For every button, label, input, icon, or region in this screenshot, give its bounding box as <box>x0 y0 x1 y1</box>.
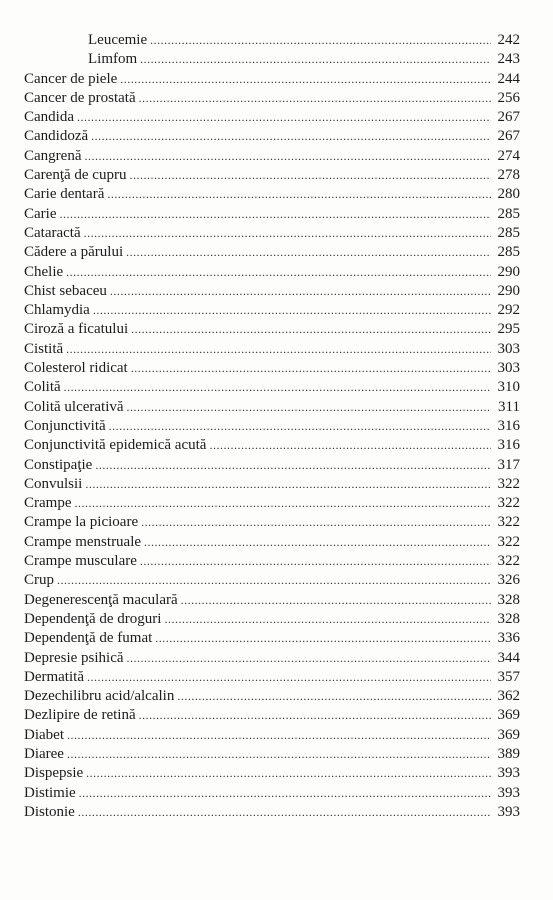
toc-entry <box>24 610 520 629</box>
toc-entry <box>24 513 520 532</box>
toc-entry-page-number: 278 <box>497 167 520 184</box>
dot-leader <box>78 803 491 822</box>
dot-leader <box>139 89 491 108</box>
toc-entry-page-number: 280 <box>497 186 520 203</box>
dot-leader <box>164 610 491 629</box>
dot-leader <box>67 726 491 745</box>
toc-entry <box>24 243 520 262</box>
toc-entry-title: Candidoză <box>24 128 89 145</box>
toc-entry-title: Dispepsie <box>24 765 84 782</box>
toc-entry-title: Cataractă <box>24 224 81 241</box>
toc-entry <box>24 108 520 127</box>
dot-leader <box>126 243 491 262</box>
dot-leader <box>91 127 491 146</box>
toc-entry-page-number: 317 <box>497 456 520 473</box>
toc-entry-page-number: 393 <box>497 784 520 801</box>
toc-entry-title: Convulsii <box>24 475 83 492</box>
toc-entry <box>24 224 520 243</box>
dot-leader <box>74 494 491 513</box>
toc-entry-page-number: 328 <box>497 610 520 627</box>
toc-entry <box>24 456 520 475</box>
toc-entry-page-number: 256 <box>497 89 520 106</box>
toc-entry-title: Colesterol ridicat <box>24 360 128 377</box>
toc-entry-page-number: 316 <box>497 417 520 434</box>
toc-entry-title: Colită ulcerativă <box>24 398 124 415</box>
toc-subentry <box>24 31 520 50</box>
toc-entry-page-number: 322 <box>497 495 520 512</box>
toc-entry-page-number: 328 <box>497 591 520 608</box>
toc-entry-page-number: 362 <box>497 688 520 705</box>
toc-entry <box>24 166 520 185</box>
toc-entry-title: Cistită <box>24 340 64 357</box>
toc-entry <box>24 301 520 320</box>
dot-leader <box>59 205 491 224</box>
toc-entry-page-number: 322 <box>497 475 520 492</box>
dot-leader <box>177 687 491 706</box>
toc-entry-page-number: 316 <box>497 437 520 454</box>
dot-leader <box>127 398 491 417</box>
dot-leader <box>95 456 491 475</box>
toc-entry <box>24 127 520 146</box>
toc-entry-page-number: 267 <box>497 128 520 145</box>
toc-entry-title: Crup <box>24 572 54 589</box>
dot-leader <box>139 706 491 725</box>
dot-leader <box>107 185 491 204</box>
toc-entry <box>24 629 520 648</box>
toc-entry <box>24 398 520 417</box>
dot-leader <box>150 31 491 50</box>
toc-entry-page-number: 244 <box>497 70 520 87</box>
dot-leader <box>87 668 491 687</box>
dot-leader <box>131 359 491 378</box>
toc-entry-page-number: 369 <box>497 726 520 743</box>
toc-entry-title: Carie <box>24 205 57 222</box>
toc-entry <box>24 494 520 513</box>
toc-entry <box>24 359 520 378</box>
dot-leader <box>66 263 491 282</box>
toc-entry-title: Diaree <box>24 745 64 762</box>
toc-entry-page-number: 274 <box>497 147 520 164</box>
toc-entry-title: Conjunctivită epidemică acută <box>24 437 207 454</box>
toc-entry-title: Crampe <box>24 495 72 512</box>
toc-entry-title: Crampe menstruale <box>24 533 142 550</box>
toc-entry-title: Ciroză a ficatului <box>24 321 129 338</box>
toc-entry <box>24 668 520 687</box>
toc-entry-page-number: 267 <box>497 109 520 126</box>
toc-entry-title: Carenţă de cupru <box>24 167 127 184</box>
dot-leader <box>144 533 491 552</box>
dot-leader <box>67 745 491 764</box>
dot-leader <box>141 513 491 532</box>
toc-entry <box>24 205 520 224</box>
dot-leader <box>131 320 491 339</box>
dot-leader <box>84 147 491 166</box>
toc-entry <box>24 185 520 204</box>
toc-entry <box>24 340 520 359</box>
dot-leader <box>120 70 491 89</box>
toc-entry-title: Carie dentară <box>24 186 105 203</box>
toc-entry-page-number: 242 <box>497 32 520 48</box>
toc-entry-title: Distimie <box>24 784 76 801</box>
toc-entry-page-number: 393 <box>497 803 520 820</box>
toc-entry-title: Crampe musculare <box>24 553 137 570</box>
dot-leader <box>85 475 491 494</box>
dot-leader <box>86 764 491 783</box>
toc-subentry <box>24 50 520 69</box>
toc-entry <box>24 475 520 494</box>
toc-entry-page-number: 303 <box>497 340 520 357</box>
toc-entry-page-number: 389 <box>497 745 520 762</box>
toc-entry-title: Dezechilibru acid/alcalin <box>24 688 175 705</box>
toc-entry-title: Cancer de prostată <box>24 89 136 106</box>
dot-leader <box>77 108 491 127</box>
toc-entry-page-number: 311 <box>498 398 520 415</box>
toc-entry-page-number: 326 <box>497 572 520 589</box>
dot-leader <box>66 340 491 359</box>
table-of-contents <box>24 31 520 822</box>
toc-entry-page-number: 322 <box>497 514 520 531</box>
toc-entry <box>24 571 520 590</box>
toc-entry <box>24 378 520 397</box>
dot-leader <box>129 166 491 185</box>
toc-entry <box>24 417 520 436</box>
toc-entry-page-number: 290 <box>497 263 520 280</box>
toc-entry-page-number: 393 <box>497 765 520 782</box>
toc-entry-title: Leucemie <box>88 32 148 48</box>
toc-entry <box>24 784 520 803</box>
dot-leader <box>155 629 491 648</box>
toc-entry <box>24 803 520 822</box>
toc-entry <box>24 745 520 764</box>
dot-leader <box>140 552 491 571</box>
dot-leader <box>84 224 491 243</box>
toc-entry-title: Diabet <box>24 726 64 743</box>
toc-entry-title: Chist sebaceu <box>24 282 107 299</box>
toc-entry <box>24 764 520 783</box>
dot-leader <box>109 417 491 436</box>
dot-leader <box>79 784 491 803</box>
toc-entry-page-number: 303 <box>497 360 520 377</box>
toc-entry-page-number: 322 <box>497 553 520 570</box>
toc-entry <box>24 687 520 706</box>
toc-entry-title: Chelie <box>24 263 64 280</box>
toc-entry-page-number: 322 <box>497 533 520 550</box>
toc-entry <box>24 552 520 571</box>
toc-entry-page-number: 285 <box>497 205 520 222</box>
dot-leader <box>209 436 491 455</box>
toc-entry-title: Dermatită <box>24 668 84 685</box>
toc-entry-page-number: 290 <box>497 282 520 299</box>
toc-entry-title: Dependenţă de fumat <box>24 630 153 647</box>
toc-entry <box>24 649 520 668</box>
toc-entry-title: Cangrenă <box>24 147 82 164</box>
toc-entry-title: Cancer de piele <box>24 70 118 87</box>
toc-entry-title: Dependenţă de droguri <box>24 610 162 627</box>
toc-entry-page-number: 344 <box>497 649 520 666</box>
toc-entry <box>24 70 520 89</box>
toc-entry <box>24 436 520 455</box>
toc-entry-page-number: 310 <box>497 379 520 396</box>
toc-entry-title: Constipaţie <box>24 456 93 473</box>
toc-entry <box>24 89 520 108</box>
toc-entry-page-number: 285 <box>497 244 520 261</box>
toc-entry-title: Colită <box>24 379 61 396</box>
toc-entry-title: Limfom <box>88 51 138 68</box>
toc-entry <box>24 591 520 610</box>
toc-entry-title: Degenerescenţă maculară <box>24 591 178 608</box>
toc-entry <box>24 533 520 552</box>
toc-entry-title: Candida <box>24 109 74 126</box>
dot-leader <box>64 378 491 397</box>
toc-entry-title: Crampe la picioare <box>24 514 139 531</box>
toc-entry-page-number: 292 <box>497 302 520 319</box>
toc-entry-title: Conjunctivită <box>24 417 106 434</box>
dot-leader <box>93 301 491 320</box>
toc-entry <box>24 263 520 282</box>
dot-leader <box>57 571 491 590</box>
toc-entry <box>24 147 520 166</box>
dot-leader <box>127 649 491 668</box>
toc-entry-title: Dezlipire de retină <box>24 707 136 724</box>
toc-entry-page-number: 285 <box>497 224 520 241</box>
dot-leader <box>110 282 491 301</box>
toc-entry-page-number: 369 <box>497 707 520 724</box>
dot-leader <box>140 50 491 69</box>
toc-entry <box>24 726 520 745</box>
dot-leader <box>181 591 491 610</box>
toc-entry <box>24 706 520 725</box>
toc-entry-title: Cădere a părului <box>24 244 124 261</box>
toc-entry-page-number: 243 <box>497 51 520 68</box>
toc-entry-title: Chlamydia <box>24 302 90 319</box>
toc-entry-page-number: 336 <box>497 630 520 647</box>
toc-entry <box>24 282 520 301</box>
toc-entry <box>24 320 520 339</box>
toc-entry-title: Distonie <box>24 803 75 820</box>
toc-entry-title: Depresie psihică <box>24 649 124 666</box>
toc-entry-page-number: 295 <box>497 321 520 338</box>
toc-entry-page-number: 357 <box>497 668 520 685</box>
